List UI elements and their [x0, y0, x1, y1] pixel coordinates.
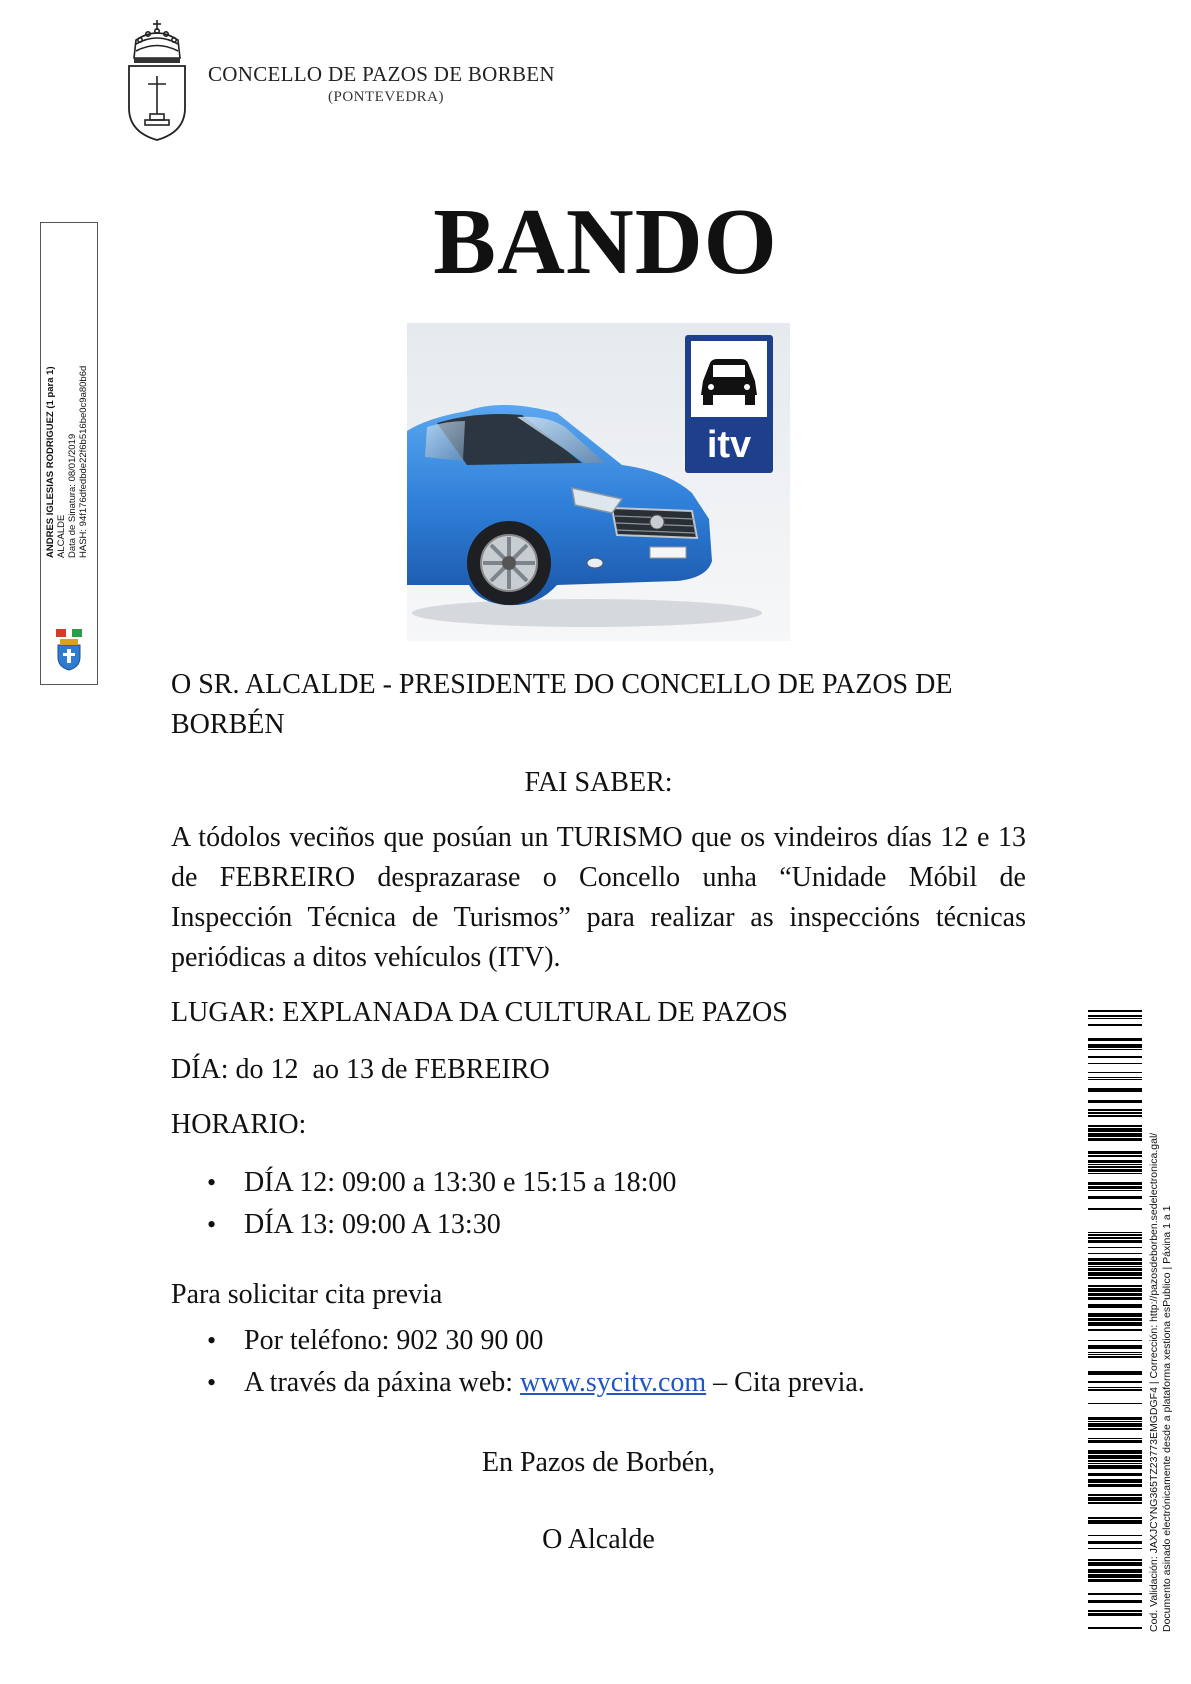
barcode-bar	[1088, 1455, 1142, 1459]
signature-text	[45, 258, 89, 558]
barcode-bar	[1088, 1502, 1142, 1504]
barcode-bar	[1088, 1173, 1142, 1174]
barcode-bar	[1088, 1166, 1142, 1168]
barcode-bar	[1088, 1128, 1142, 1132]
barcode-bar	[1088, 1151, 1142, 1154]
barcode-bar	[1088, 1288, 1142, 1292]
barcode-bar	[1088, 1423, 1142, 1427]
letterhead	[126, 18, 646, 143]
barcode-bar	[1088, 1272, 1142, 1276]
organization-name: CONCELLO DE PAZOS DE BORBEN	[208, 62, 555, 86]
itv-badge-text: itv	[706, 424, 752, 466]
barcode-bar	[1088, 1371, 1142, 1375]
barcode-bar	[1088, 1072, 1142, 1073]
barcode-bar	[1088, 1038, 1142, 1041]
validation-note: Documento asinado electrónicamente desde a plataforma xestiona esPublico | Páxina 1 a 1	[1161, 1205, 1173, 1632]
barcode-bar	[1088, 1428, 1142, 1430]
list-item-phone: • Por teléfono: 902 30 90 00	[171, 1320, 1026, 1362]
barcode-bar	[1088, 1381, 1142, 1383]
barcode-bar	[1088, 1079, 1142, 1080]
barcode-bar	[1088, 1313, 1142, 1317]
barcode-bar	[1088, 1541, 1142, 1544]
barcode-bar	[1088, 1494, 1142, 1496]
list-item: • DÍA 13: 09:00 A 13:30	[171, 1204, 1026, 1246]
mini-coat-of-arms-icon	[54, 621, 84, 671]
closing-place: En Pazos de Borbén,	[481, 1447, 716, 1478]
barcode-bar	[1088, 1574, 1142, 1578]
barcode-bar	[1088, 1463, 1142, 1464]
barcode-bar	[1088, 1465, 1142, 1469]
barcode-bar	[1088, 1164, 1142, 1165]
barcode-bar	[1088, 1190, 1142, 1191]
barcode-bar	[1088, 1345, 1142, 1349]
barcode-bar	[1088, 1440, 1142, 1443]
barcode-bar	[1088, 1548, 1142, 1549]
signer-title: O Alcalde	[542, 1524, 655, 1555]
barcode-bar	[1088, 1497, 1142, 1501]
barcode-bar	[1088, 1285, 1142, 1287]
validation-barcode	[1088, 1010, 1142, 1630]
barcode-bar	[1088, 1182, 1142, 1185]
barcode-bar	[1088, 1277, 1142, 1279]
signature-date: Data de Sinatura: 08/01/2019	[67, 433, 78, 558]
barcode-bar	[1088, 1627, 1142, 1629]
announcement-paragraph: A tódolos veciños que posúan un TURISMO que os vindeiros días 12 e 13 de FEBREIRO desprazarase o Concello unha “Unidade Móbil de Inspección Técnica de Turismos” para realizar as inspeccións técnicas periódicas a ditos vehículos (ITV).	[171, 822, 1026, 973]
barcode-bar	[1088, 1329, 1142, 1331]
barcode-bar	[1088, 1559, 1142, 1561]
barcode-bar	[1088, 1417, 1142, 1420]
signer-role: ALCALDE	[56, 514, 67, 558]
barcode-bar	[1088, 1600, 1142, 1603]
barcode-bar	[1088, 1403, 1142, 1404]
itv-car-image	[407, 323, 790, 641]
signature-stamp	[40, 222, 98, 685]
barcode-bar	[1088, 1484, 1142, 1487]
barcode-bar	[1088, 1266, 1142, 1267]
barcode-bar	[1088, 1520, 1142, 1524]
barcode-bar	[1088, 1387, 1142, 1388]
organization-province: (PONTEVEDRA)	[328, 89, 444, 105]
signer-name: ANDRES IGLESIAS RODRIGUEZ (1 para 1)	[45, 366, 56, 558]
barcode-bar	[1088, 1262, 1142, 1265]
announcement-heading: FAI SABER:	[524, 767, 673, 798]
page-title: BANDO	[433, 190, 778, 294]
barcode-bar	[1088, 1258, 1142, 1261]
barcode-bar	[1088, 1138, 1142, 1141]
barcode-bar	[1088, 1247, 1142, 1248]
barcode-bar	[1088, 1112, 1142, 1114]
barcode-bar	[1088, 1593, 1142, 1595]
barcode-bar	[1088, 1562, 1142, 1566]
barcode-bar	[1088, 1460, 1142, 1462]
barcode-bar	[1088, 1322, 1142, 1326]
barcode-bar	[1088, 1133, 1142, 1137]
barcode-bar	[1088, 1535, 1142, 1536]
barcode-bar	[1088, 1234, 1142, 1236]
barcode-bar	[1088, 1015, 1142, 1017]
barcode-bar	[1088, 1354, 1142, 1355]
barcode-bar	[1088, 1232, 1142, 1233]
location-line: LUGAR: EXPLANADA DA CULTURAL DE PAZOS	[171, 997, 788, 1028]
barcode-bar	[1088, 1196, 1142, 1199]
barcode-bar	[1088, 1240, 1142, 1243]
barcode-bar	[1088, 1569, 1142, 1573]
barcode-bar	[1088, 1304, 1142, 1308]
barcode-bar	[1088, 1160, 1142, 1163]
barcode-bar	[1088, 1018, 1142, 1019]
barcode-bar	[1088, 1044, 1142, 1048]
barcode-bar	[1088, 1293, 1142, 1296]
barcode-bar	[1088, 1389, 1142, 1391]
barcode-bar	[1088, 1186, 1142, 1189]
barcode-bar	[1088, 1169, 1142, 1172]
schedule-heading: HORARIO:	[171, 1109, 307, 1140]
barcode-bar	[1088, 1100, 1142, 1103]
coat-of-arms-icon	[126, 18, 188, 143]
barcode-bar	[1088, 1268, 1142, 1271]
barcode-bar	[1088, 1125, 1142, 1127]
web-suffix: – Cita previa.	[706, 1367, 865, 1398]
barcode-bar	[1088, 1613, 1142, 1616]
barcode-bar	[1088, 1479, 1142, 1483]
signature-hash: HASH: 94f176dfedbde22f6b516be0c9a80b6d	[78, 365, 89, 558]
barcode-bar	[1088, 1077, 1142, 1078]
date-line: DÍA: do 12 ao 13 de FEBREIRO	[171, 1054, 550, 1085]
barcode-bar	[1088, 1517, 1142, 1519]
barcode-bar	[1088, 1579, 1142, 1582]
barcode-bar	[1088, 1010, 1142, 1012]
organization-block	[208, 62, 555, 106]
barcode-bar	[1088, 1421, 1142, 1422]
validation-code: Cod. Validación: JAXJCYNG365TZ23773EMGDGF4 | Corrección: http://pazosdeborben.sedelectronica.gal/	[1148, 1132, 1160, 1632]
issuer-line: O SR. ALCALDE - PRESIDENTE DO CONCELLO DE PAZOS DE BORBÉN	[171, 669, 953, 740]
barcode-bar	[1088, 1208, 1142, 1210]
web-prefix: A través da páxina web:	[244, 1367, 521, 1398]
barcode-bar	[1088, 1063, 1142, 1064]
barcode-bar	[1088, 1340, 1142, 1341]
barcode-bar	[1088, 1450, 1142, 1454]
appointment-list	[171, 1320, 1026, 1404]
barcode-bar	[1088, 1024, 1142, 1026]
barcode-bar	[1088, 1318, 1142, 1321]
schedule-list	[171, 1162, 1026, 1246]
barcode-bar	[1088, 1352, 1142, 1353]
barcode-bar	[1088, 1109, 1142, 1111]
barcode-bar	[1088, 1297, 1142, 1300]
barcode-bar	[1088, 1438, 1142, 1439]
barcode-bar	[1088, 1049, 1142, 1050]
barcode-bar	[1088, 1473, 1142, 1476]
barcode-bar	[1088, 1237, 1142, 1239]
barcode-bar	[1088, 1056, 1142, 1058]
barcode-bar	[1088, 1115, 1142, 1117]
barcode-bar	[1088, 1088, 1142, 1092]
barcode-bar	[1088, 1356, 1142, 1358]
list-item-web	[171, 1362, 1026, 1404]
validation-text	[1148, 1032, 1174, 1632]
list-item: • DÍA 12: 09:00 a 13:30 e 15:15 a 18:00	[171, 1162, 1026, 1204]
barcode-bar	[1088, 1610, 1142, 1612]
barcode-bar	[1088, 1155, 1142, 1157]
barcode-bar	[1088, 1253, 1142, 1254]
web-link[interactable]: www.sycitv.com	[520, 1367, 707, 1398]
appointment-heading: Para solicitar cita previa	[171, 1279, 443, 1310]
